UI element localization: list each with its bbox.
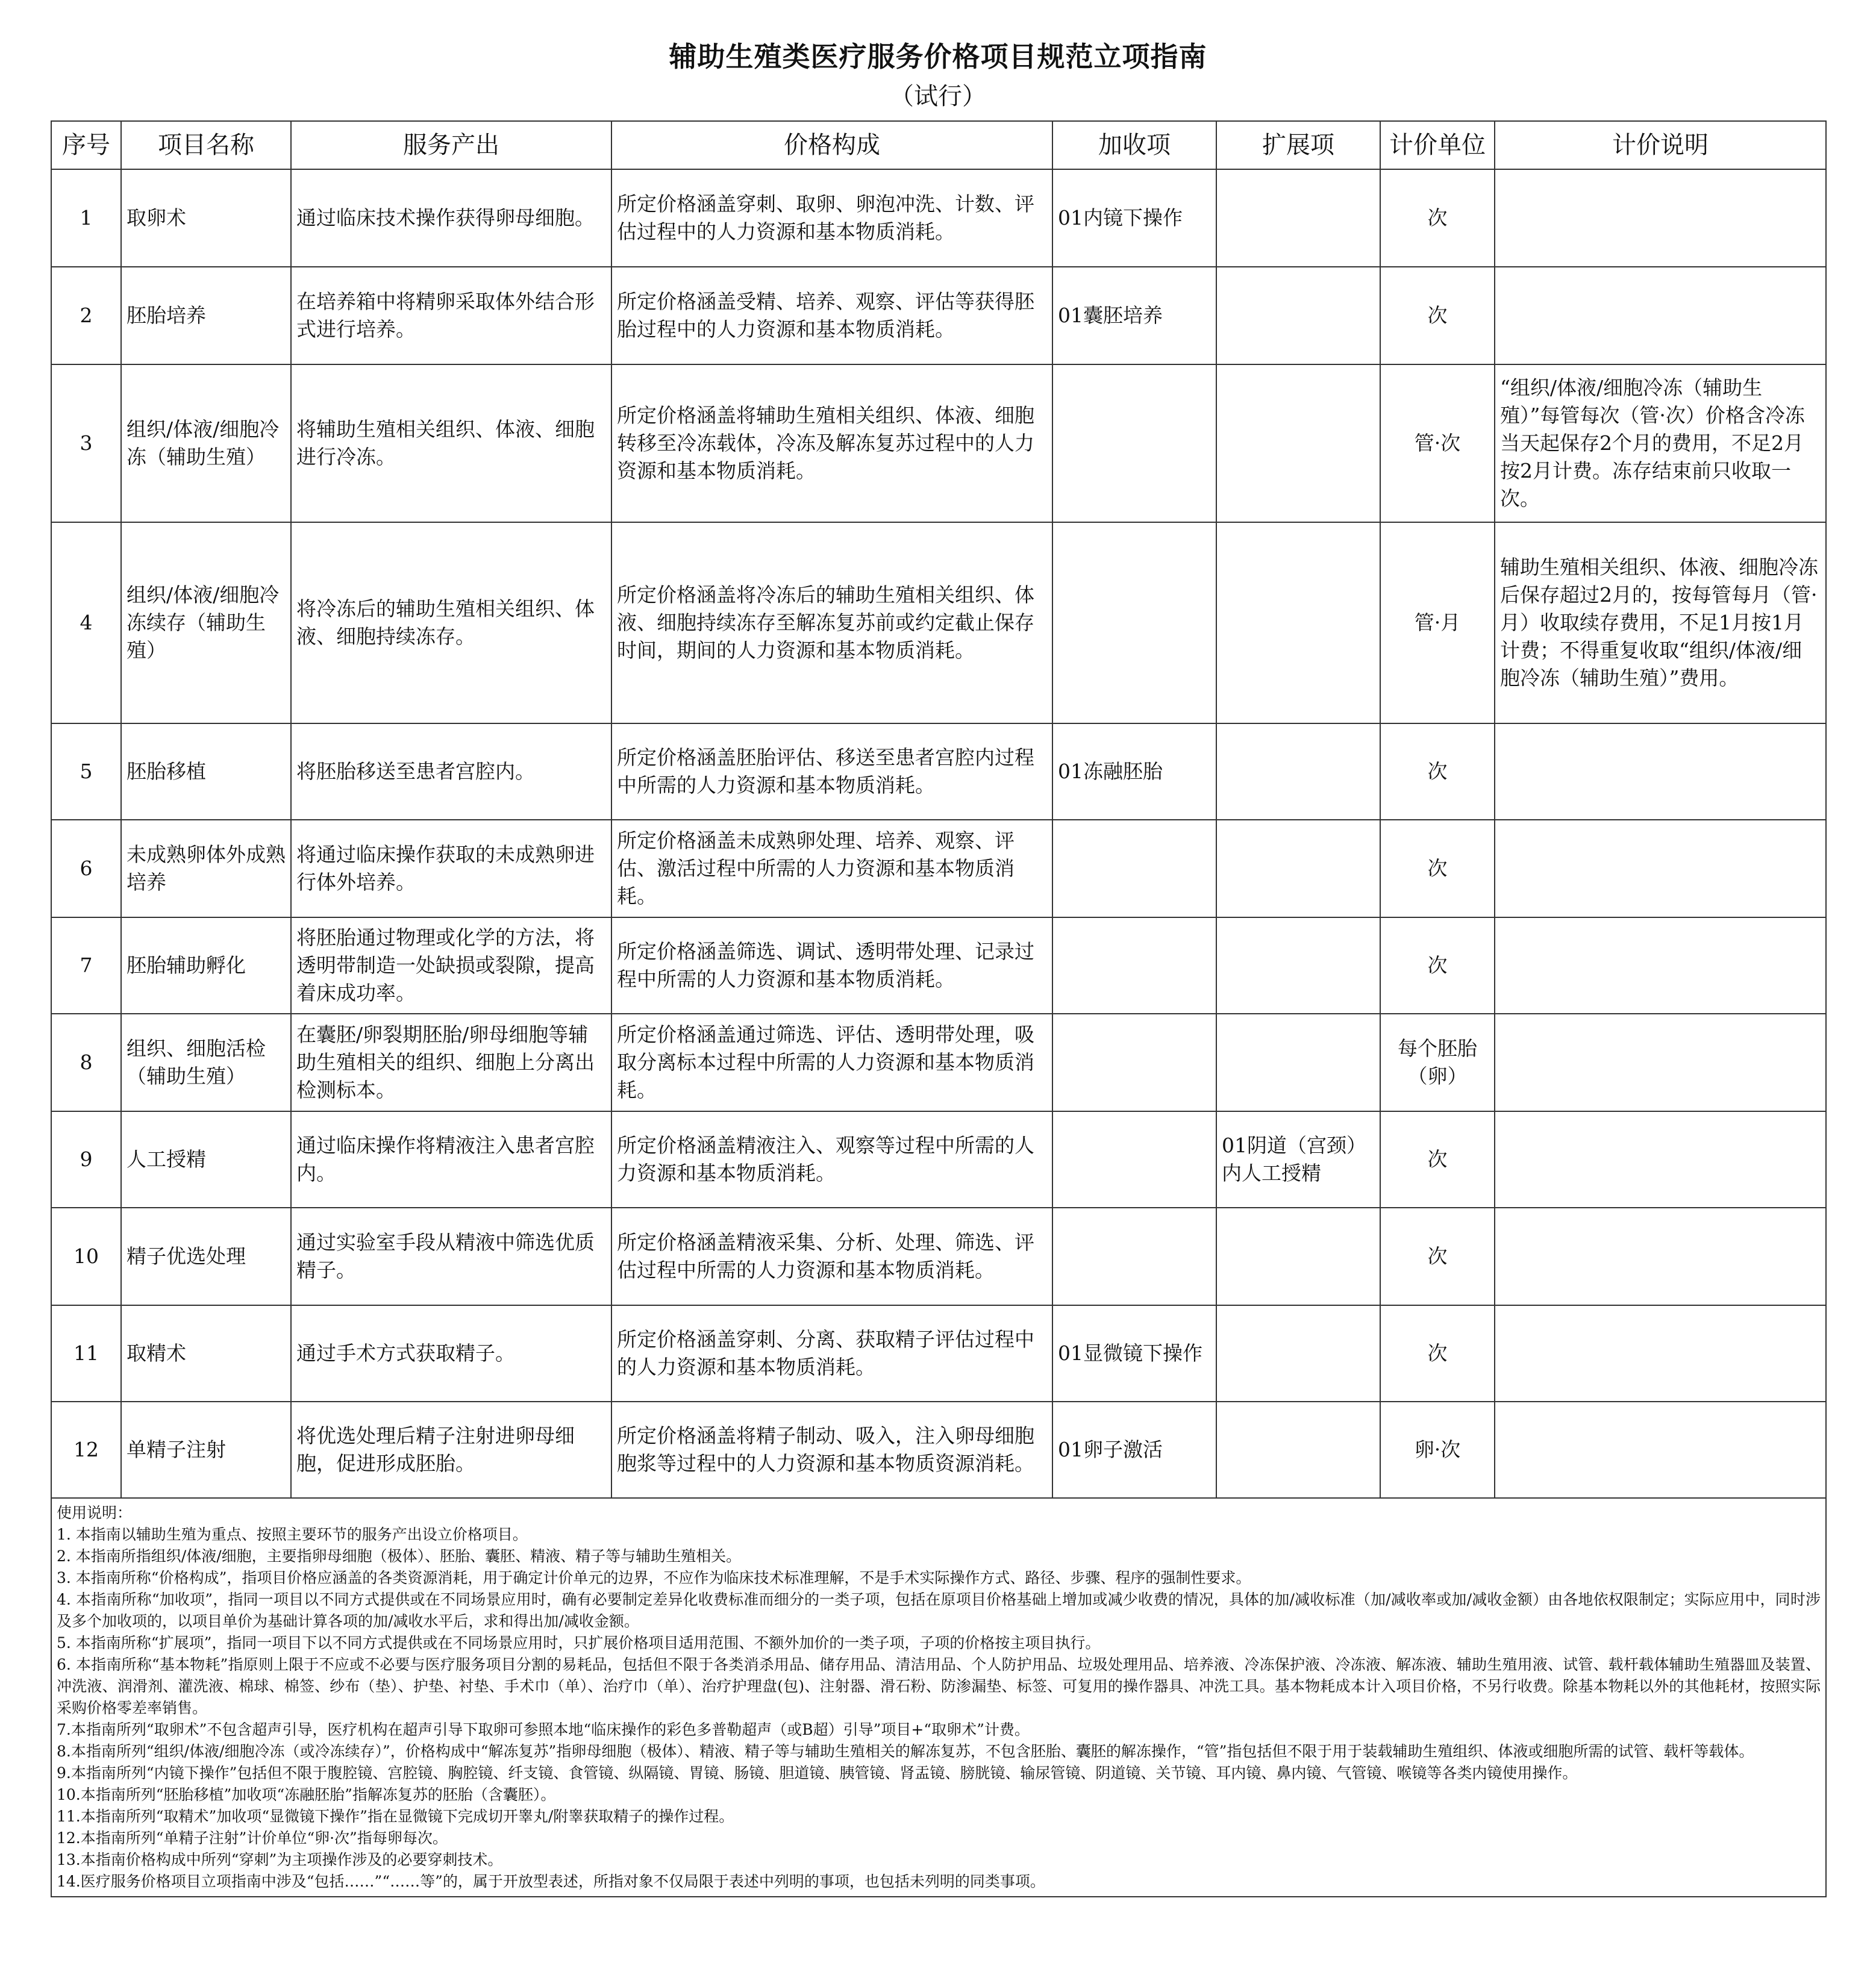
cell-unit: 管·月 (1380, 522, 1495, 723)
cell-name: 取卵术 (121, 169, 291, 267)
cell-extension: 01阴道（宫颈）内人工授精 (1216, 1111, 1380, 1208)
cell-output: 将胚胎通过物理或化学的方法，将透明带制造一处缺损或裂隙，提高着床成功率。 (291, 917, 611, 1014)
table-row (51, 1208, 1826, 1305)
cell-output: 将优选处理后精子注射进卵母细胞，促进形成胚胎。 (291, 1402, 611, 1498)
cell-composition: 所定价格涵盖将精子制动、吸入，注入卵母细胞胞浆等过程中的人力资源和基本物质资源消耗。 (611, 1402, 1052, 1498)
usage-note-line: 14.医疗服务价格项目立项指南中涉及“包括……”“……等”的，属于开放型表述，所指对象不仅局限于表述中列明的事项，也包括未列明的同类事项。 (57, 1873, 1045, 1890)
cell-unit: 次 (1380, 1111, 1495, 1208)
cell-output: 通过手术方式获取精子。 (291, 1305, 611, 1402)
cell-name: 组织、细胞活检（辅助生殖） (121, 1014, 291, 1111)
cell-addon: 01冻融胚胎 (1052, 723, 1216, 820)
usage-note-line: 2. 本指南所指组织/体液/细胞，主要指卵母细胞（极体）、胚胎、囊胚、精液、精子等与辅助生殖相关。 (57, 1547, 742, 1565)
cell-unit: 次 (1380, 723, 1495, 820)
usage-note-line: 6. 本指南所称“基本物耗”指原则上限于不应或不必要与医疗服务项目分割的易耗品，包括但不限于各类消杀用品、储存用品、清洁用品、个人防护用品、垃圾处理用品、培养液、冷冻保护液、冷冻液、解冻液、辅助生殖用液、试管、载杆载体辅助生殖器皿及装置、冲洗液、润滑剂、灌洗液、棉球、棉签、纱布（垫）、护垫、衬垫、手术巾（单）、治疗巾（单）、治疗护理盘(包)、注射器、滑石粉、防渗漏垫、标签、可复用的操作器具、冲洗工具。基本物耗成本计入项目价格，不另行收费。除基本物耗以外的其他耗材，按照实际采购价格零差率销售。 (57, 1656, 1821, 1717)
cell-index: 12 (51, 1402, 121, 1498)
cell-unit: 次 (1380, 169, 1495, 267)
cell-index: 11 (51, 1305, 121, 1402)
cell-addon (1052, 917, 1216, 1014)
table-row (51, 522, 1826, 723)
usage-note-line: 11.本指南所列“取精术”加收项“显微镜下操作”指在显微镜下完成切开睾丸/附睾获取精子的操作过程。 (57, 1808, 734, 1825)
table-row (51, 1111, 1826, 1208)
cell-extension (1216, 1402, 1380, 1498)
header-note: 计价说明 (1495, 121, 1826, 169)
cell-output: 通过实验室手段从精液中筛选优质精子。 (291, 1208, 611, 1305)
cell-note (1495, 1014, 1826, 1111)
cell-name: 胚胎辅助孵化 (121, 917, 291, 1014)
cell-note (1495, 723, 1826, 820)
cell-output: 在培养箱中将精卵采取体外结合形式进行培养。 (291, 267, 611, 364)
cell-name: 胚胎移植 (121, 723, 291, 820)
cell-composition: 所定价格涵盖受精、培养、观察、评估等获得胚胎过程中的人力资源和基本物质消耗。 (611, 267, 1052, 364)
cell-note (1495, 917, 1826, 1014)
cell-note (1495, 820, 1826, 917)
cell-extension (1216, 1208, 1380, 1305)
table-row (51, 1014, 1826, 1111)
usage-note-line: 4. 本指南所称“加收项”，指同一项目以不同方式提供或在不同场景应用时，确有必要制定差异化收费标准而细分的一类子项，包括在原项目价格基础上增加或减少收费的情况，具体的加/减收标准（加/减收率或加/减收金额）由各地依权限制定；实际应用中，同时涉及多个加收项的，以项目单价为基础计算各项的加/减收水平后，求和得出加/减收金额。 (57, 1591, 1821, 1630)
cell-extension (1216, 917, 1380, 1014)
cell-name: 组织/体液/细胞冷冻续存（辅助生殖） (121, 522, 291, 723)
table-row (51, 364, 1826, 522)
cell-unit: 次 (1380, 267, 1495, 364)
cell-unit: 次 (1380, 917, 1495, 1014)
cell-output: 通过临床技术操作获得卵母细胞。 (291, 169, 611, 267)
cell-extension (1216, 1305, 1380, 1402)
cell-note (1495, 1208, 1826, 1305)
cell-index: 4 (51, 522, 121, 723)
header-extension: 扩展项 (1216, 121, 1380, 169)
cell-output: 通过临床操作将精液注入患者宫腔内。 (291, 1111, 611, 1208)
cell-unit: 次 (1380, 1305, 1495, 1402)
cell-note (1495, 1111, 1826, 1208)
usage-note-line: 1. 本指南以辅助生殖为重点、按照主要环节的服务产出设立价格项目。 (57, 1526, 528, 1543)
cell-name: 精子优选处理 (121, 1208, 291, 1305)
pricing-table (51, 120, 1827, 1897)
cell-composition: 所定价格涵盖将冷冻后的辅助生殖相关组织、体液、细胞持续冻存至解冻复苏前或约定截止保存时间，期间的人力资源和基本物质消耗。 (611, 522, 1052, 723)
cell-addon: 01囊胚培养 (1052, 267, 1216, 364)
cell-index: 10 (51, 1208, 121, 1305)
table-row (51, 267, 1826, 364)
cell-composition: 所定价格涵盖胚胎评估、移送至患者宫腔内过程中所需的人力资源和基本物质消耗。 (611, 723, 1052, 820)
cell-extension (1216, 267, 1380, 364)
usage-note-line: 3. 本指南所称“价格构成”，指项目价格应涵盖的各类资源消耗，用于确定计价单元的边界，不应作为临床技术标准理解，不是手术实际操作方式、路径、步骤、程序的强制性要求。 (57, 1569, 1251, 1587)
cell-name: 组织/体液/细胞冷冻（辅助生殖） (121, 364, 291, 522)
usage-note-line: 5. 本指南所称“扩展项”，指同一项目下以不同方式提供或在不同场景应用时，只扩展价格项目适用范围、不额外加价的一类子项，子项的价格按主项目执行。 (57, 1634, 1101, 1652)
cell-index: 1 (51, 169, 121, 267)
cell-extension (1216, 1014, 1380, 1111)
cell-extension (1216, 820, 1380, 917)
cell-unit: 管·次 (1380, 364, 1495, 522)
cell-unit: 卵·次 (1380, 1402, 1495, 1498)
cell-composition: 所定价格涵盖穿刺、取卵、卵泡冲洗、计数、评估过程中的人力资源和基本物质消耗。 (611, 169, 1052, 267)
cell-output: 将通过临床操作获取的未成熟卵进行体外培养。 (291, 820, 611, 917)
cell-note (1495, 1305, 1826, 1402)
cell-note (1495, 1402, 1826, 1498)
cell-extension (1216, 169, 1380, 267)
usage-note-line: 7.本指南所列“取卵术”不包含超声引导，医疗机构在超声引导下取卵可参照本地“临床操作的彩色多普勒超声（或B超）引导”项目+“取卵术”计费。 (57, 1721, 1030, 1738)
usage-note-line: 10.本指南所列“胚胎移植”加收项“冻融胚胎”指解冻复苏的胚胎（含囊胚）。 (57, 1786, 556, 1803)
cell-name: 单精子注射 (121, 1402, 291, 1498)
header-addon: 加收项 (1052, 121, 1216, 169)
header-unit: 计价单位 (1380, 121, 1495, 169)
usage-note-line: 9.本指南所列“内镜下操作”包括但不限于腹腔镜、宫腔镜、胸腔镜、纤支镜、食管镜、纵隔镜、胃镜、肠镜、胆道镜、胰管镜、肾盂镜、膀胱镜、输尿管镜、阴道镜、关节镜、耳内镜、鼻内镜、气管镜、喉镜等各类内镜使用操作。 (57, 1764, 1578, 1782)
table-row (51, 1402, 1826, 1498)
header-index: 序号 (51, 121, 121, 169)
table-row (51, 723, 1826, 820)
usage-notes (51, 1498, 1826, 1897)
cell-addon (1052, 820, 1216, 917)
cell-composition: 所定价格涵盖筛选、调试、透明带处理、记录过程中所需的人力资源和基本物质消耗。 (611, 917, 1052, 1014)
cell-addon (1052, 1014, 1216, 1111)
cell-addon (1052, 1111, 1216, 1208)
cell-addon: 01内镜下操作 (1052, 169, 1216, 267)
cell-composition: 所定价格涵盖精液注入、观察等过程中所需的人力资源和基本物质消耗。 (611, 1111, 1052, 1208)
cell-composition: 所定价格涵盖通过筛选、评估、透明带处理，吸取分离标本过程中所需的人力资源和基本物质消耗。 (611, 1014, 1052, 1111)
cell-addon (1052, 522, 1216, 723)
usage-notes-title: 使用说明： (57, 1504, 133, 1521)
cell-name: 取精术 (121, 1305, 291, 1402)
cell-extension (1216, 364, 1380, 522)
cell-index: 5 (51, 723, 121, 820)
cell-extension (1216, 723, 1380, 820)
cell-note (1495, 169, 1826, 267)
header-name: 项目名称 (121, 121, 291, 169)
cell-note: “组织/体液/细胞冷冻（辅助生殖）”每管每次（管·次）价格含冷冻当天起保存2个月的费用，不足2月按2月计费。冻存结束前只收取一次。 (1495, 364, 1826, 522)
cell-addon: 01卵子激活 (1052, 1402, 1216, 1498)
cell-extension (1216, 522, 1380, 723)
cell-index: 6 (51, 820, 121, 917)
cell-composition: 所定价格涵盖精液采集、分析、处理、筛选、评估过程中所需的人力资源和基本物质消耗。 (611, 1208, 1052, 1305)
table-header-row (51, 121, 1826, 169)
cell-index: 3 (51, 364, 121, 522)
usage-note-line: 13.本指南价格构成中所列“穿刺”为主项操作涉及的必要穿刺技术。 (57, 1851, 503, 1868)
cell-name: 胚胎培养 (121, 267, 291, 364)
cell-unit: 次 (1380, 1208, 1495, 1305)
table-row (51, 917, 1826, 1014)
cell-output: 在囊胚/卵裂期胚胎/卵母细胞等辅助生殖相关的组织、细胞上分离出检测标本。 (291, 1014, 611, 1111)
cell-addon (1052, 364, 1216, 522)
cell-output: 将胚胎移送至患者宫腔内。 (291, 723, 611, 820)
usage-note-line: 8.本指南所列“组织/体液/细胞冷冻（或冷冻续存）”，价格构成中“解冻复苏”指卵母细胞（极体）、精液、精子等与辅助生殖相关的解冻复苏，不包含胚胎、囊胚的解冻操作，“管”指包括但不限于用于装载辅助生殖组织、体液或细胞所需的试管、载杆等载体。 (57, 1743, 1754, 1760)
cell-addon: 01显微镜下操作 (1052, 1305, 1216, 1402)
cell-index: 9 (51, 1111, 121, 1208)
cell-note (1495, 267, 1826, 364)
table-row (51, 820, 1826, 917)
cell-composition: 所定价格涵盖未成熟卵处理、培养、观察、评估、激活过程中所需的人力资源和基本物质消耗。 (611, 820, 1052, 917)
header-composition: 价格构成 (611, 121, 1052, 169)
document-title: 辅助生殖类医疗服务价格项目规范立项指南 (669, 40, 1207, 73)
cell-name: 未成熟卵体外成熟培养 (121, 820, 291, 917)
cell-unit: 每个胚胎（卵） (1380, 1014, 1495, 1111)
cell-output: 将辅助生殖相关组织、体液、细胞进行冷冻。 (291, 364, 611, 522)
cell-output: 将冷冻后的辅助生殖相关组织、体液、细胞持续冻存。 (291, 522, 611, 723)
cell-index: 8 (51, 1014, 121, 1111)
document-subtitle: （试行） (890, 83, 986, 110)
table-row (51, 169, 1826, 267)
table-row (51, 1305, 1826, 1402)
header-output: 服务产出 (291, 121, 611, 169)
cell-name: 人工授精 (121, 1111, 291, 1208)
cell-index: 7 (51, 917, 121, 1014)
cell-composition: 所定价格涵盖穿刺、分离、获取精子评估过程中的人力资源和基本物质消耗。 (611, 1305, 1052, 1402)
usage-note-line: 12.本指南所列“单精子注射”计价单位“卵·次”指每卵每次。 (57, 1829, 448, 1847)
cell-index: 2 (51, 267, 121, 364)
cell-addon (1052, 1208, 1216, 1305)
notes-row (51, 1498, 1826, 1897)
cell-composition: 所定价格涵盖将辅助生殖相关组织、体液、细胞转移至冷冻载体，冷冻及解冻复苏过程中的人力资源和基本物质消耗。 (611, 364, 1052, 522)
cell-note: 辅助生殖相关组织、体液、细胞冷冻后保存超过2月的，按每管每月（管·月）收取续存费用，不足1月按1月计费；不得重复收取“组织/体液/细胞冷冻（辅助生殖）”费用。 (1495, 522, 1826, 723)
cell-unit: 次 (1380, 820, 1495, 917)
